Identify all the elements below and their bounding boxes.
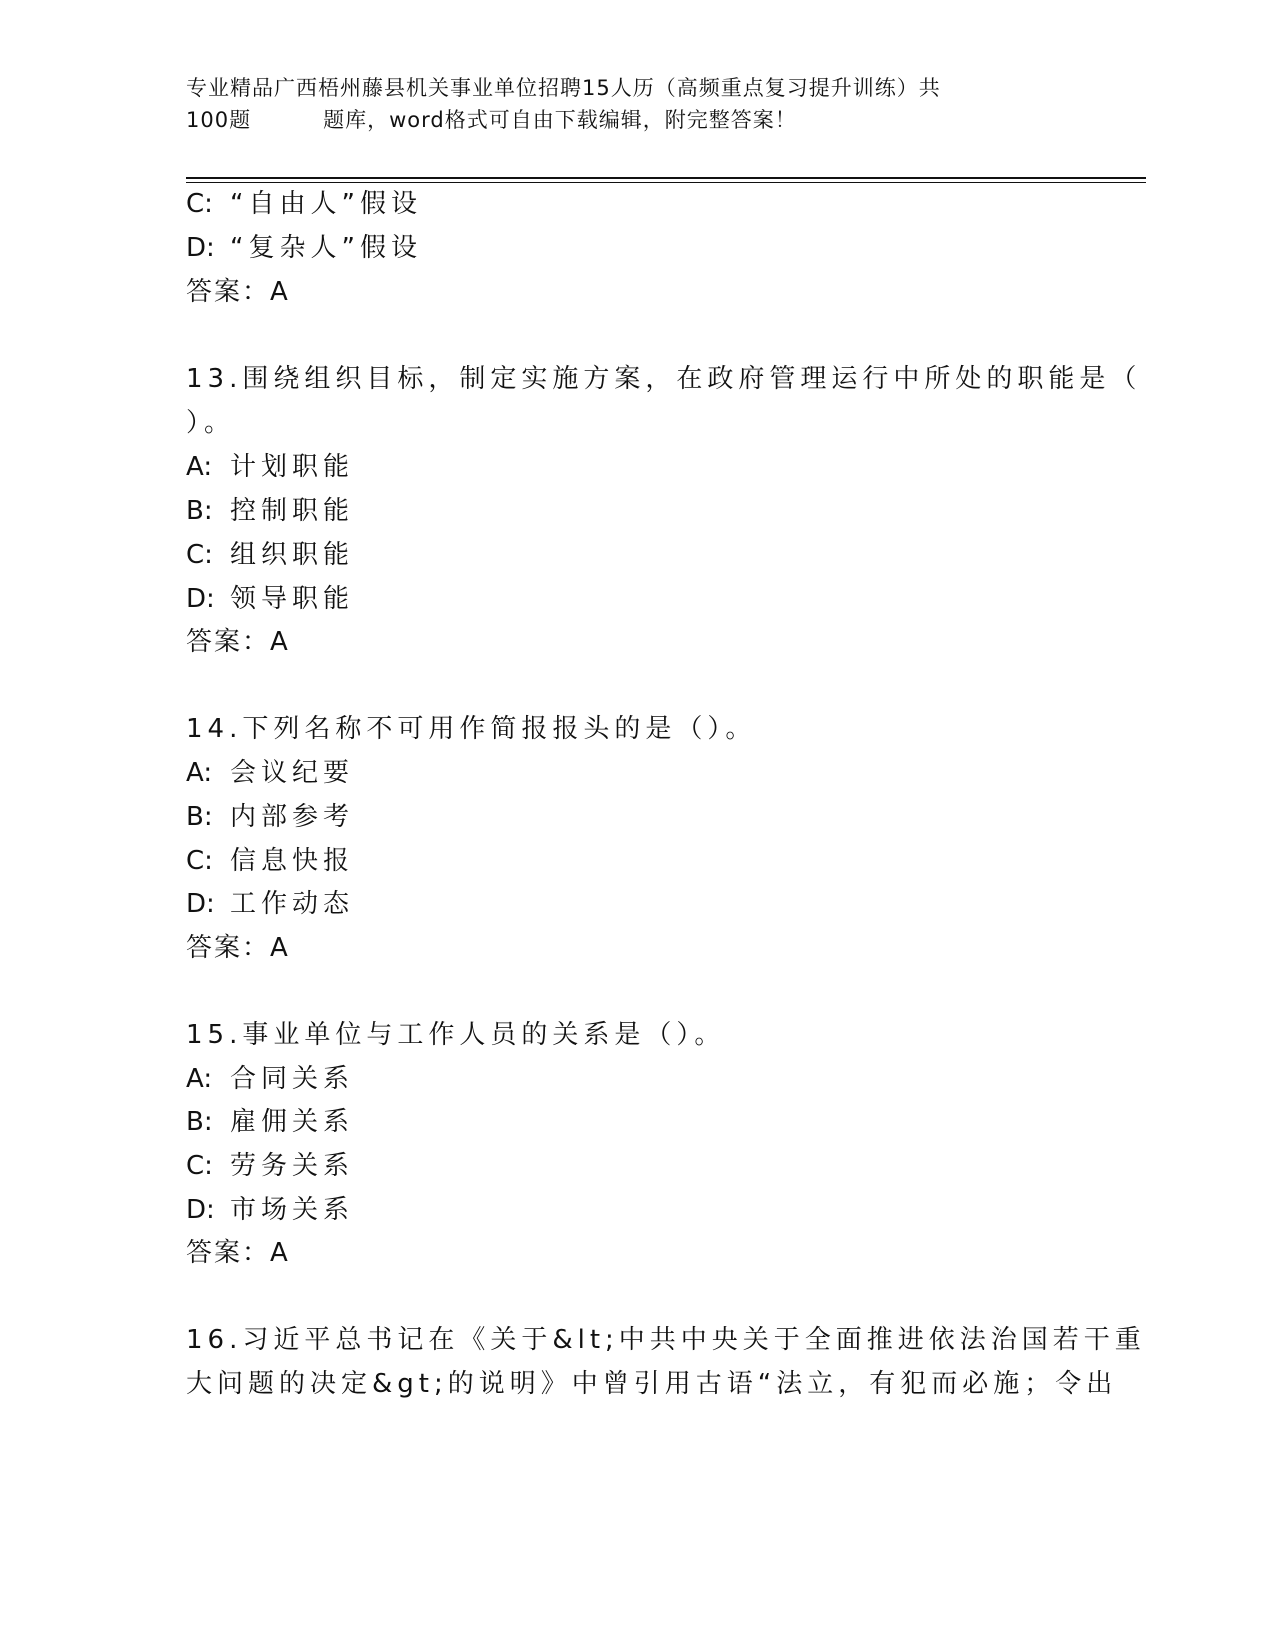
- question-stem-continued: ）。: [186, 408, 236, 438]
- answer-line: 答案：A: [186, 277, 290, 307]
- header-count: 100题: [186, 108, 252, 132]
- option-b: B: 雇佣关系: [186, 1107, 355, 1137]
- question-stem: 14.下列名称不可用作简报报头的是（）。: [186, 714, 757, 744]
- header-line-2: [186, 104, 1086, 136]
- option-b: B: 内部参考: [186, 802, 355, 832]
- option-b: B: 控制职能: [186, 496, 355, 526]
- option-c: C: 组织职能: [186, 540, 355, 570]
- option-a: A: 计划职能: [186, 452, 355, 482]
- question-stem: 16.习近平总书记在《关于&lt;中共中央关于全面推进依法治国若干重: [186, 1325, 1146, 1355]
- question-stem: 13.围绕组织目标，制定实施方案，在政府管理运行中所处的职能是（: [186, 364, 1142, 394]
- answer-line: 答案：A: [186, 627, 290, 657]
- option-c: C: “自由人”假设: [186, 189, 422, 219]
- option-d: D: 市场关系: [186, 1195, 355, 1225]
- document-header: [186, 72, 1086, 136]
- question-stem: 15.事业单位与工作人员的关系是（）。: [186, 1020, 726, 1050]
- question-stem-continued: 大问题的决定&gt;的说明》中曾引用古语“法立，有犯而必施；令出: [186, 1369, 1118, 1399]
- header-divider-thin: [186, 182, 1146, 183]
- answer-line: 答案：A: [186, 1238, 290, 1268]
- option-c: C: 劳务关系: [186, 1151, 355, 1181]
- option-d: D: 领导职能: [186, 584, 355, 614]
- option-a: A: 会议纪要: [186, 758, 355, 788]
- header-description: 题库，word格式可自由下载编辑，附完整答案！: [323, 108, 797, 132]
- option-a: A: 合同关系: [186, 1064, 355, 1094]
- header-line-1: 专业精品广西梧州藤县机关事业单位招聘15人历（高频重点复习提升训练）共: [186, 76, 941, 100]
- option-c: C: 信息快报: [186, 846, 355, 876]
- option-d: D: 工作动态: [186, 889, 355, 919]
- header-divider-thick: [186, 177, 1146, 179]
- answer-line: 答案：A: [186, 933, 290, 963]
- option-d: D: “复杂人”假设: [186, 233, 422, 263]
